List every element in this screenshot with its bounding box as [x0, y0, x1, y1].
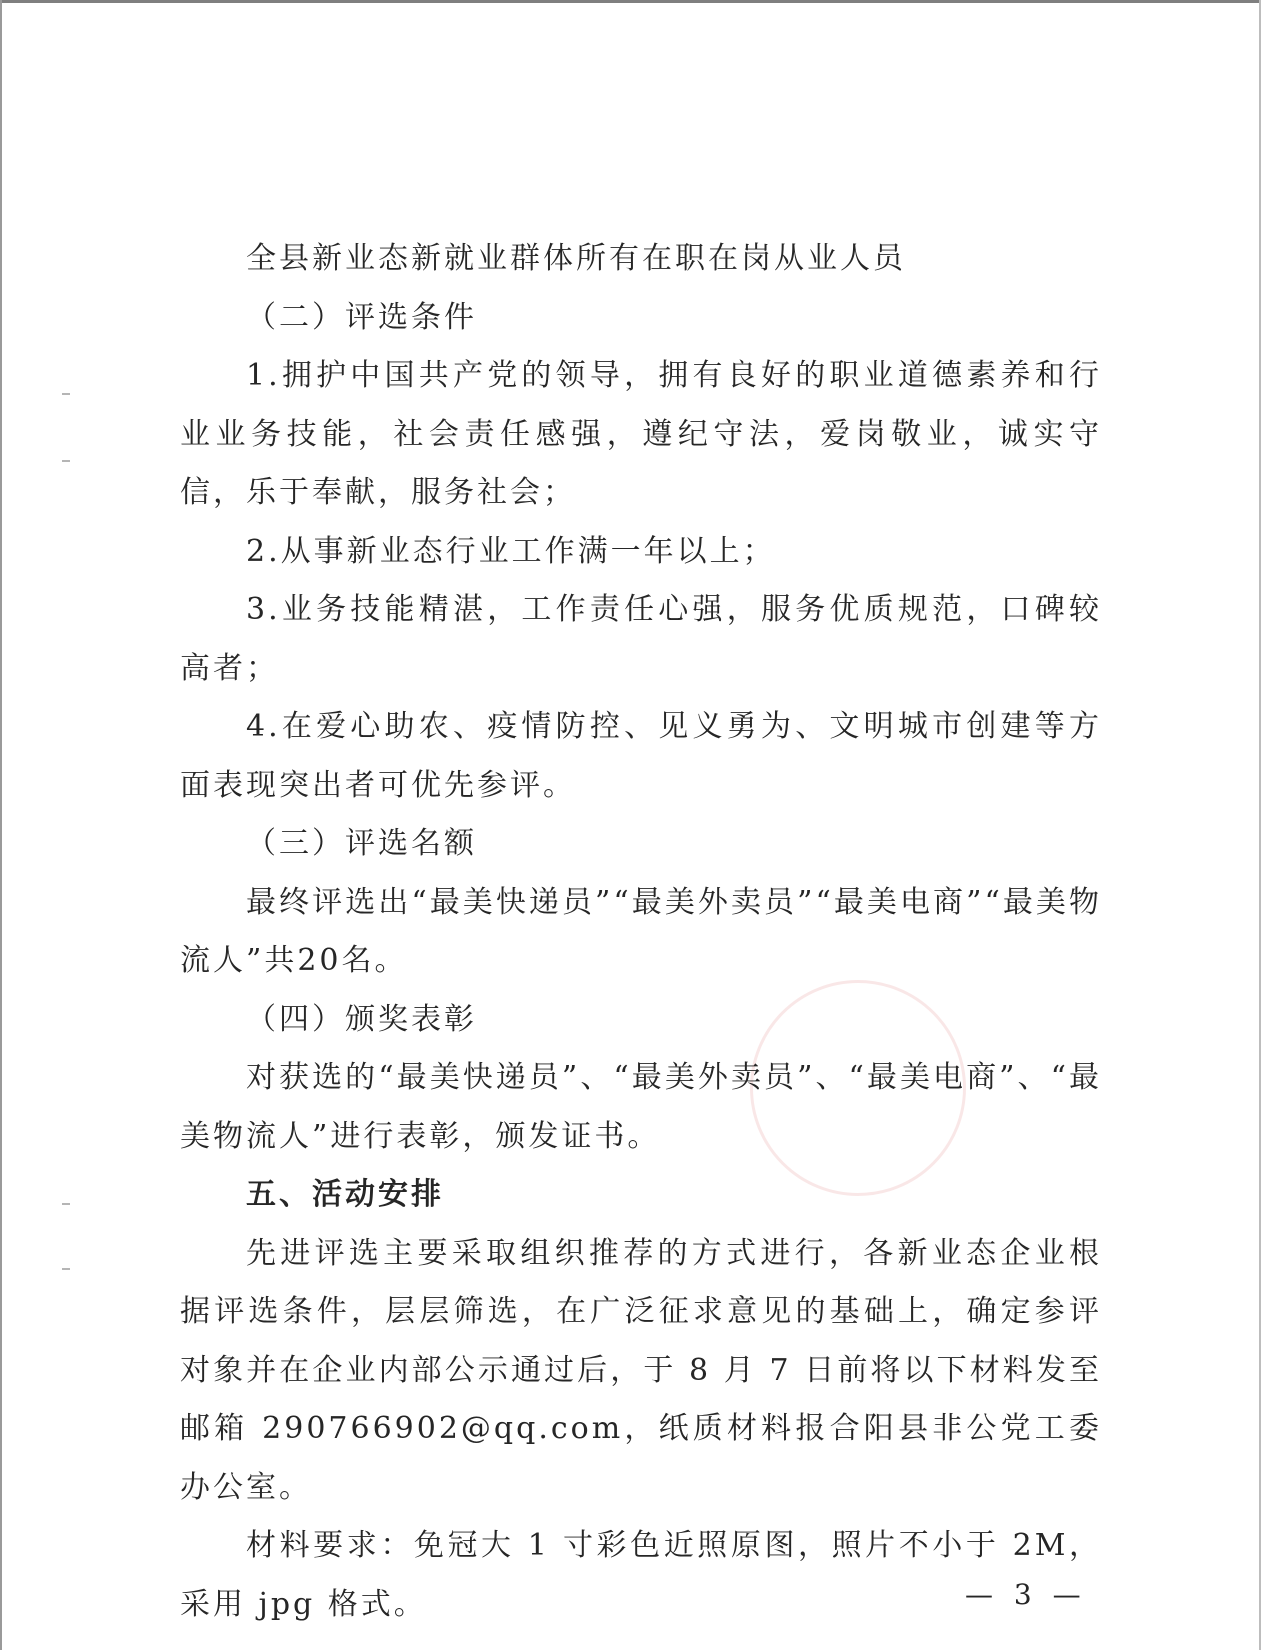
scan-edge-left	[0, 0, 2, 1650]
margin-mark	[62, 1203, 70, 1205]
activity-arrangement-heading: 五、活动安排	[246, 1177, 444, 1212]
selection-criteria-heading: （二）评选条件	[246, 299, 477, 335]
selection-quota-heading: （三）评选名额	[246, 826, 477, 861]
criteria-item-1: 1.拥护中国共产党的领导，拥有良好的职业道德素养和行业业务技能，社会责任感强，遵纪守法，爱岗敬业，诚实守信，乐于奉献，服务社会；	[180, 358, 1102, 510]
margin-mark	[62, 1268, 70, 1270]
margin-mark	[62, 393, 70, 395]
award-paragraph: 对获选的“最美快递员”、“最美外卖员”、“最美电商”、“最美物流人”进行表彰，颁发证书。	[180, 1060, 1102, 1154]
criteria-item-3: 3.业务技能精湛，工作责任心强，服务优质规范，口碑较高者；	[180, 592, 1102, 686]
criteria-item-4: 4.在爱心助农、疫情防控、见义勇为、文明城市创建等方面表现突出者可优先参评。	[180, 709, 1102, 803]
arrangement-paragraph: 先进评选主要采取组织推荐的方式进行，各新业态企业根据评选条件，层层筛选，在广泛征求意见的基础上，确定参评对象并在企业内部公示通过后，于 8 月 7 日前将以下材料发至邮箱 290766902@qq.com，纸质材料报合阳县非公党工委办公室。	[180, 1235, 1102, 1505]
page-number: — 3 —	[965, 1578, 1087, 1611]
scan-edge-top	[0, 0, 1260, 3]
scan-edge-right	[1259, 0, 1261, 1650]
quota-paragraph: 最终评选出“最美快递员”“最美外卖员”“最美电商”“最美物流人”共20名。	[180, 884, 1102, 978]
margin-mark	[62, 460, 70, 462]
material-requirements-paragraph: 材料要求：免冠大 1 寸彩色近照原图，照片不小于 2M，采用 jpg 格式。	[180, 1528, 1102, 1622]
scope-paragraph: 全县新业态新就业群体所有在职在岗从业人员	[246, 241, 906, 276]
award-heading: （四）颁奖表彰	[246, 1001, 477, 1037]
criteria-item-2: 2.从事新业态行业工作满一年以上；	[246, 533, 776, 569]
document-body	[180, 230, 1102, 1634]
